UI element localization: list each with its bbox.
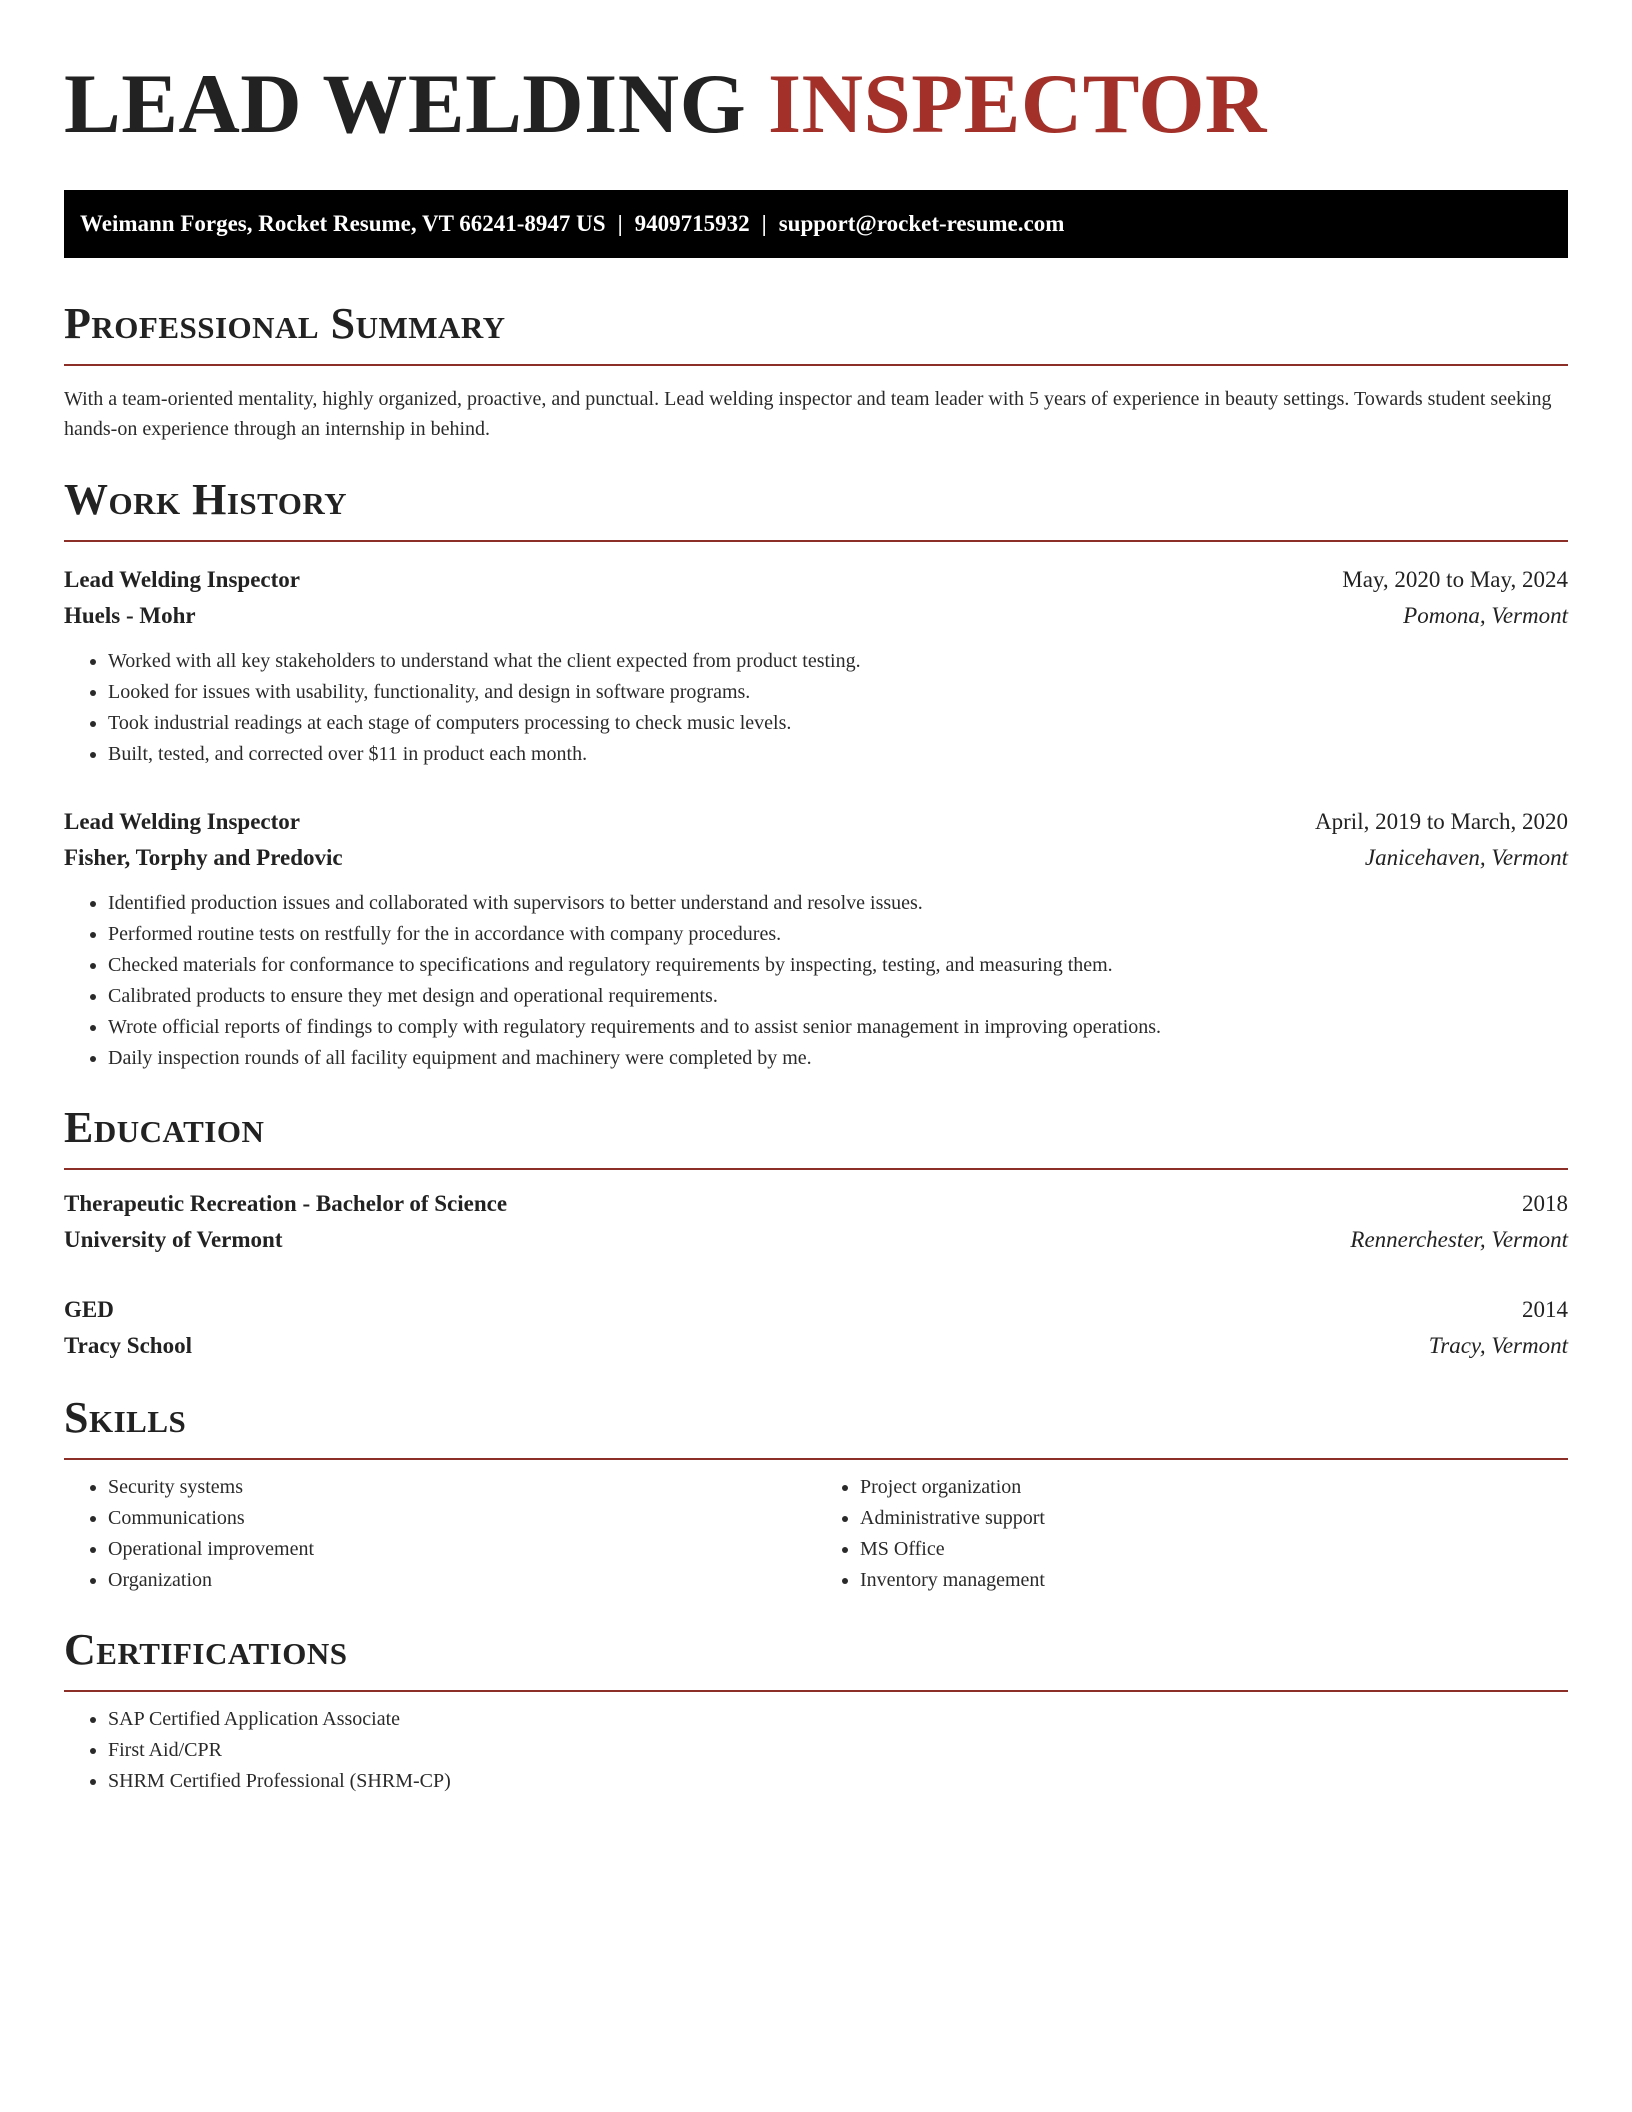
section-divider bbox=[64, 1458, 1568, 1460]
list-item: • Calibrated products to ensure they met design and operational requirements. bbox=[108, 981, 1568, 1012]
list-item: • SHRM Certified Professional (SHRM-CP) bbox=[108, 1766, 1568, 1797]
list-item: • Daily inspection rounds of all facility equipment and machinery were completed by me. bbox=[108, 1043, 1568, 1074]
skills-list-left bbox=[64, 1472, 816, 1596]
skills-grid bbox=[64, 1472, 1568, 1596]
work-history-section bbox=[64, 474, 1568, 1074]
certifications-section bbox=[64, 1624, 1568, 1797]
job-bullets bbox=[64, 888, 1568, 1074]
resume-name-heading bbox=[64, 58, 1568, 150]
education-year: 2014 bbox=[1522, 1297, 1568, 1322]
list-item: • Took industrial readings at each stage of computers processing to check music levels. bbox=[108, 708, 1568, 739]
education-degree: Therapeutic Recreation - Bachelor of Science bbox=[64, 1191, 508, 1216]
list-item: • Security systems bbox=[108, 1472, 816, 1503]
certifications-list bbox=[64, 1704, 1568, 1797]
skills-list-right bbox=[816, 1472, 1568, 1596]
skills-heading: Skills bbox=[64, 1393, 187, 1442]
list-item: • Inventory management bbox=[860, 1565, 1568, 1596]
job-dates: April, 2019 to March, 2020 bbox=[1315, 809, 1568, 834]
name-last: INSPECTOR bbox=[767, 57, 1267, 151]
work-history-heading: Work History bbox=[64, 475, 348, 524]
list-item: • Performed routine tests on restfully for the in accordance with company procedures. bbox=[108, 919, 1568, 950]
list-item: • Checked materials for conformance to specifications and regulatory requirements by inspecting, testing, and measuring them. bbox=[108, 950, 1568, 981]
name-first: LEAD WELDING bbox=[64, 57, 747, 151]
job-location: Pomona, Vermont bbox=[1403, 603, 1568, 628]
job-entry bbox=[64, 804, 1568, 1074]
job-company: Huels - Mohr bbox=[64, 603, 196, 628]
contact-bar bbox=[64, 190, 1568, 258]
education-year: 2018 bbox=[1522, 1191, 1568, 1216]
list-item: • Wrote official reports of findings to comply with regulatory requirements and to assist senior management in improving operations. bbox=[108, 1012, 1568, 1043]
list-item: • Administrative support bbox=[860, 1503, 1568, 1534]
contact-separator: | bbox=[617, 211, 623, 236]
section-divider bbox=[64, 364, 1568, 366]
list-item: • SAP Certified Application Associate bbox=[108, 1704, 1568, 1735]
contact-phone: 9409715932 bbox=[634, 211, 750, 236]
education-section bbox=[64, 1102, 1568, 1364]
education-school: Tracy School bbox=[64, 1333, 192, 1358]
job-bullets bbox=[64, 646, 1568, 770]
summary-section bbox=[64, 298, 1568, 444]
contact-email: support@rocket-resume.com bbox=[778, 211, 1065, 236]
list-item: • Operational improvement bbox=[108, 1534, 816, 1565]
list-item: • MS Office bbox=[860, 1534, 1568, 1565]
education-school: University of Vermont bbox=[64, 1227, 283, 1252]
contact-separator: | bbox=[761, 211, 767, 236]
list-item: • Built, tested, and corrected over $11 in product each month. bbox=[108, 739, 1568, 770]
job-location: Janicehaven, Vermont bbox=[1364, 845, 1568, 870]
section-divider bbox=[64, 1168, 1568, 1170]
list-item: • Communications bbox=[108, 1503, 816, 1534]
job-entry bbox=[64, 562, 1568, 770]
contact-address: Weimann Forges, Rocket Resume, VT 66241-8947 US bbox=[80, 211, 606, 236]
section-divider bbox=[64, 1690, 1568, 1692]
education-location: Tracy, Vermont bbox=[1428, 1333, 1568, 1358]
job-dates: May, 2020 to May, 2024 bbox=[1342, 567, 1568, 592]
job-company: Fisher, Torphy and Predovic bbox=[64, 845, 343, 870]
summary-text: With a team-oriented mentality, highly organized, proactive, and punctual. Lead welding inspector and team leader with 5 years of experience in beauty settings. Towards student seeking hands-on experience through an internship in behind. bbox=[64, 388, 1552, 440]
education-entry bbox=[64, 1186, 1568, 1258]
skills-section bbox=[64, 1392, 1568, 1596]
list-item: • Project organization bbox=[860, 1472, 1568, 1503]
list-item: • Worked with all key stakeholders to understand what the client expected from product testing. bbox=[108, 646, 1568, 677]
section-divider bbox=[64, 540, 1568, 542]
certifications-heading: Certifications bbox=[64, 1625, 348, 1674]
education-entry bbox=[64, 1292, 1568, 1364]
education-location: Rennerchester, Vermont bbox=[1350, 1227, 1568, 1252]
list-item: • Looked for issues with usability, functionality, and design in software programs. bbox=[108, 677, 1568, 708]
summary-heading: Professional Summary bbox=[64, 299, 506, 348]
education-degree: GED bbox=[64, 1297, 114, 1322]
education-heading: Education bbox=[64, 1103, 265, 1152]
list-item: • Identified production issues and collaborated with supervisors to better understand and resolve issues. bbox=[108, 888, 1568, 919]
list-item: • Organization bbox=[108, 1565, 816, 1596]
job-role: Lead Welding Inspector bbox=[64, 809, 300, 834]
job-role: Lead Welding Inspector bbox=[64, 567, 300, 592]
list-item: • First Aid/CPR bbox=[108, 1735, 1568, 1766]
